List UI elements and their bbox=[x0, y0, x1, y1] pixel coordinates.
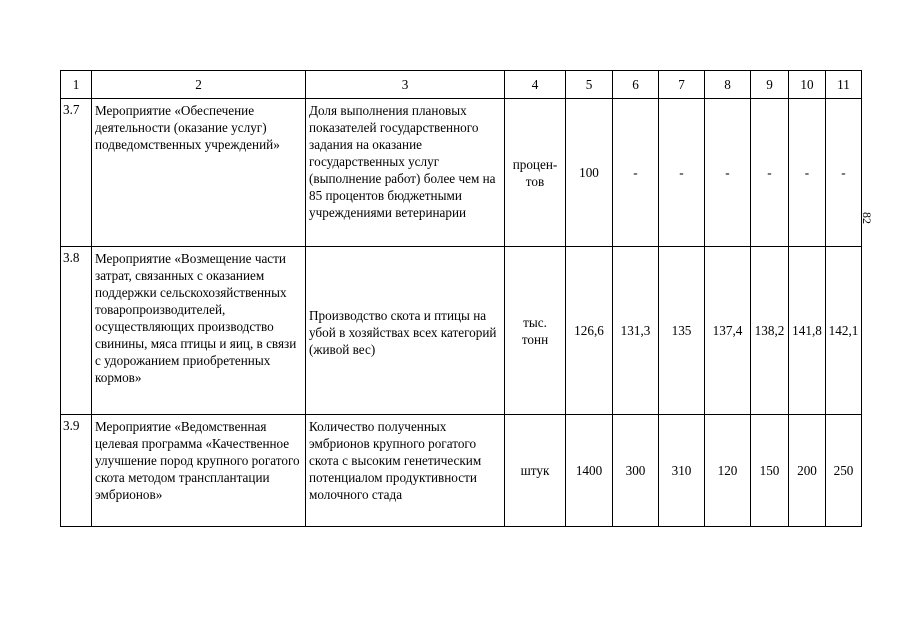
measure-name: Мероприятие «Обеспечение деятельности (оказание услуг) подведомственных учреждений» bbox=[92, 99, 306, 247]
value-cell: 131,3 bbox=[613, 247, 659, 415]
row-number: 3.9 bbox=[61, 415, 92, 527]
col-header-7: 7 bbox=[659, 71, 705, 99]
unit: тыс. тонн bbox=[505, 247, 566, 415]
col-header-1: 1 bbox=[61, 71, 92, 99]
value-cell: 1400 bbox=[566, 415, 613, 527]
value-cell: - bbox=[659, 99, 705, 247]
col-header-4: 4 bbox=[505, 71, 566, 99]
value-cell: - bbox=[613, 99, 659, 247]
value-cell: 100 bbox=[566, 99, 613, 247]
indicator: Производство скота и птицы на убой в хозяйствах всех категорий (живой вес) bbox=[306, 247, 505, 415]
col-header-5: 5 bbox=[566, 71, 613, 99]
value-cell: - bbox=[705, 99, 751, 247]
measure-name: Мероприятие «Возмещение части затрат, связанных с оказанием поддержки сельскохозяйственных товаропроизводителей, осуществляющих производство свинины, мяса птицы и яиц, в связи с удорожанием приобретенных кормов» bbox=[92, 247, 306, 415]
value-cell: - bbox=[751, 99, 789, 247]
measures-table bbox=[60, 70, 862, 527]
col-header-11: 11 bbox=[826, 71, 862, 99]
value-cell: 200 bbox=[789, 415, 826, 527]
col-header-8: 8 bbox=[705, 71, 751, 99]
indicator: Доля выполнения плановых показателей государственного задания на оказание государственных услуг (выполнение работ) более чем на 85 процентов бюджетными учреждениями ветеринарии bbox=[306, 99, 505, 247]
table-row bbox=[61, 247, 862, 415]
value-cell: 310 bbox=[659, 415, 705, 527]
value-cell: 150 bbox=[751, 415, 789, 527]
col-header-3: 3 bbox=[306, 71, 505, 99]
value-cell: 120 bbox=[705, 415, 751, 527]
value-cell: 250 bbox=[826, 415, 862, 527]
header-row bbox=[61, 71, 862, 99]
table-row bbox=[61, 99, 862, 247]
measure-name: Мероприятие «Ведомственная целевая программа «Качественное улучшение пород крупного рогатого скота методом трансплантации эмбрионов» bbox=[92, 415, 306, 527]
value-cell: - bbox=[826, 99, 862, 247]
col-header-10: 10 bbox=[789, 71, 826, 99]
unit: процен- тов bbox=[505, 99, 566, 247]
unit: штук bbox=[505, 415, 566, 527]
value-cell: 138,2 bbox=[751, 247, 789, 415]
value-cell: 126,6 bbox=[566, 247, 613, 415]
col-header-2: 2 bbox=[92, 71, 306, 99]
value-cell: - bbox=[789, 99, 826, 247]
table-row bbox=[61, 415, 862, 527]
value-cell: 300 bbox=[613, 415, 659, 527]
indicator: Количество полученных эмбрионов крупного рогатого скота с высоким генетическим потенциалом продуктивности молочного стада bbox=[306, 415, 505, 527]
col-header-9: 9 bbox=[751, 71, 789, 99]
value-cell: 135 bbox=[659, 247, 705, 415]
value-cell: 141,8 bbox=[789, 247, 826, 415]
row-number: 3.8 bbox=[61, 247, 92, 415]
col-header-6: 6 bbox=[613, 71, 659, 99]
value-cell: 137,4 bbox=[705, 247, 751, 415]
page-number: 82 bbox=[860, 212, 874, 224]
row-number: 3.7 bbox=[61, 99, 92, 247]
value-cell: 142,1 bbox=[826, 247, 862, 415]
